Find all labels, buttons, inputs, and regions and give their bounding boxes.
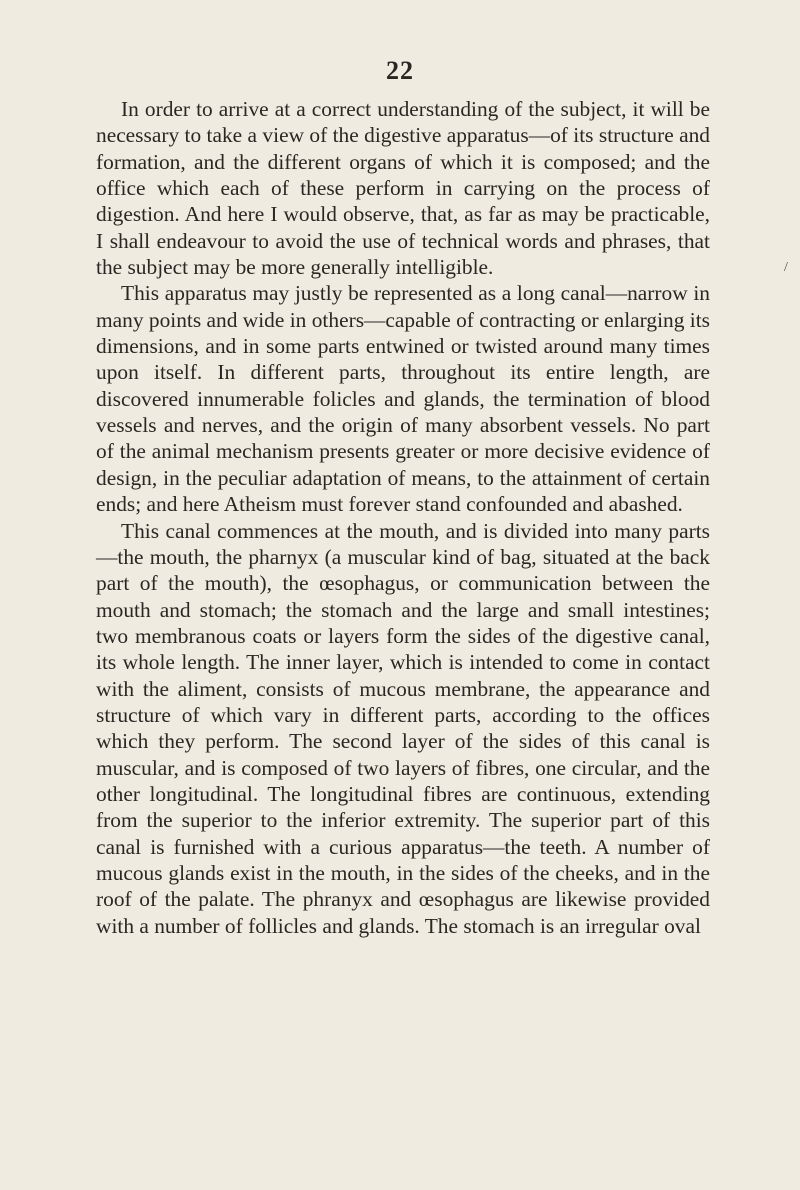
body-text xyxy=(96,96,710,939)
page-number: 22 xyxy=(386,56,414,85)
paragraph-2: This apparatus may justly be represented as a long canal—narrow in many points and wide in others—capable of contracting or enlarging its dimensions, and in some parts entwined or twisted around many times upon itself. In different parts, throughout its entire length, are discovered innumerable folicles and glands, the termination of blood vessels and nerves, and the origin of many absorbent vessels. No part of the animal mechanism presents greater or more decisive evidence of design, in the peculiar adaptation of means, to the attainment of certain ends; and here Atheism must forever stand confounded and abashed. xyxy=(96,281,710,517)
margin-speck: / xyxy=(784,260,788,275)
paragraph-1: In order to arrive at a correct understanding of the subject, it will be necessary to take a view of the digestive apparatus—of its structure and formation, and the different organs of which it is composed; and the office which each of these perform in carrying on the process of digestion. And here I would observe, that, as far as may be practicable, I shall endeavour to avoid the use of technical words and phrases, that the subject may be more generally intelligible. xyxy=(96,97,710,280)
paragraph-3: This canal commences at the mouth, and is divided into many parts—the mouth, the pharnyx (a muscular kind of bag, situated at the back part of the mouth), the œsophagus, or communication between the mouth and stomach; the stomach and the large and small intestines; two membranous coats or layers form the sides of the digestive canal, its whole length. The inner layer, which is intended to come in contact with the aliment, consists of mucous membrane, the appearance and structure of which vary in different parts, according to the offices which they perform. The second layer of the sides of this canal is muscular, and is composed of two layers of fibres, one circular, and the other longitudinal. The longitudinal fibres are continuous, extending from the superior to the inferior extremity. The superior part of this canal is furnished with a curious apparatus—the teeth. A number of mucous glands exist in the mouth, in the sides of the cheeks, and in the roof of the palate. The phranyx and œsophagus are likewise provided with a number of follicles and glands. The stomach is an irregular oval xyxy=(96,518,710,938)
